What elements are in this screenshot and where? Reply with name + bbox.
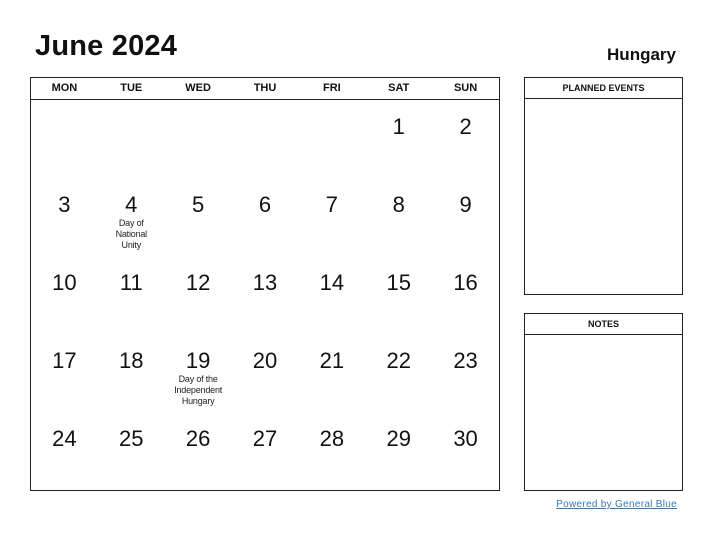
days-grid [31, 100, 499, 490]
day-cell [232, 412, 299, 490]
day-number: 12 [185, 270, 211, 295]
day-number: 28 [319, 426, 345, 451]
day-number [298, 100, 365, 114]
day-cell [165, 334, 232, 412]
day-cell [365, 178, 432, 256]
day-cell [365, 412, 432, 490]
day-cell [31, 100, 98, 178]
day-cell [31, 334, 98, 412]
day-cell [432, 100, 499, 178]
day-number: 27 [252, 426, 278, 451]
day-number: 20 [252, 348, 278, 373]
day-number: 30 [453, 426, 478, 451]
weekday-sun: SUN [453, 82, 478, 94]
day-cell [432, 412, 499, 490]
weekday-sat: SAT [388, 82, 410, 94]
day-cell [365, 256, 432, 334]
day-number: 7 [325, 192, 338, 217]
day-number: 5 [192, 192, 205, 217]
day-cell [98, 256, 165, 334]
day-number [31, 100, 98, 114]
day-cell [31, 412, 98, 490]
day-cell [432, 334, 499, 412]
weekday-header-row [31, 78, 499, 100]
notes-header: NOTES [525, 314, 682, 335]
day-number: 13 [252, 270, 278, 295]
day-number: 3 [58, 192, 71, 217]
day-number [98, 100, 165, 114]
day-number: 18 [119, 348, 144, 373]
day-number: 14 [319, 270, 345, 295]
day-cell [165, 412, 232, 490]
day-number: 16 [453, 270, 478, 295]
day-number: 22 [386, 348, 411, 373]
day-number: 15 [386, 270, 411, 295]
day-cell [98, 334, 165, 412]
day-number: 25 [119, 426, 144, 451]
day-number: 8 [392, 192, 405, 217]
day-number: 2 [459, 114, 472, 139]
day-number [232, 100, 299, 114]
day-cell [165, 256, 232, 334]
day-cell [298, 178, 365, 256]
day-cell [165, 178, 232, 256]
notes-panel [524, 313, 683, 491]
day-cell [98, 178, 165, 256]
day-cell [31, 256, 98, 334]
day-number: 17 [52, 348, 77, 373]
day-cell [365, 100, 432, 178]
day-number: 6 [258, 192, 272, 217]
day-number: 4 [125, 192, 138, 217]
day-number: 21 [319, 348, 345, 373]
planned-events-header: PLANNED EVENTS [525, 78, 682, 99]
day-number: 1 [392, 114, 405, 139]
page-title: June 2024 [35, 30, 178, 62]
holiday-label: Day of National Unity [115, 218, 147, 250]
day-number [165, 100, 232, 114]
day-number: 10 [52, 270, 77, 295]
day-cell [31, 178, 98, 256]
day-cell [232, 334, 299, 412]
day-number: 9 [459, 192, 472, 217]
day-cell [165, 100, 232, 178]
day-cell [298, 412, 365, 490]
day-cell [298, 334, 365, 412]
day-cell [232, 256, 299, 334]
day-cell [365, 334, 432, 412]
day-number: 23 [453, 348, 478, 373]
country-label: Hungary [607, 45, 676, 64]
day-cell [432, 178, 499, 256]
weekday-fri: FRI [322, 82, 341, 94]
day-number: 19 [185, 348, 211, 373]
day-cell [432, 256, 499, 334]
day-cell [232, 100, 299, 178]
day-cell [298, 256, 365, 334]
day-number: 24 [52, 426, 77, 451]
calendar-grid [30, 77, 500, 491]
planned-events-panel [524, 77, 683, 295]
day-number: 11 [119, 270, 143, 295]
powered-by-link[interactable]: Powered by General Blue [556, 499, 677, 510]
weekday-thu: THU [253, 82, 277, 94]
weekday-mon: MON [51, 82, 78, 94]
day-cell [98, 412, 165, 490]
day-cell [232, 178, 299, 256]
weekday-wed: WED [185, 82, 211, 94]
holiday-label: Day of the Independent Hungary [174, 374, 223, 406]
day-number: 29 [386, 426, 411, 451]
day-cell [298, 100, 365, 178]
day-number: 26 [185, 426, 211, 451]
weekday-tue: TUE [120, 82, 143, 94]
day-cell [98, 100, 165, 178]
